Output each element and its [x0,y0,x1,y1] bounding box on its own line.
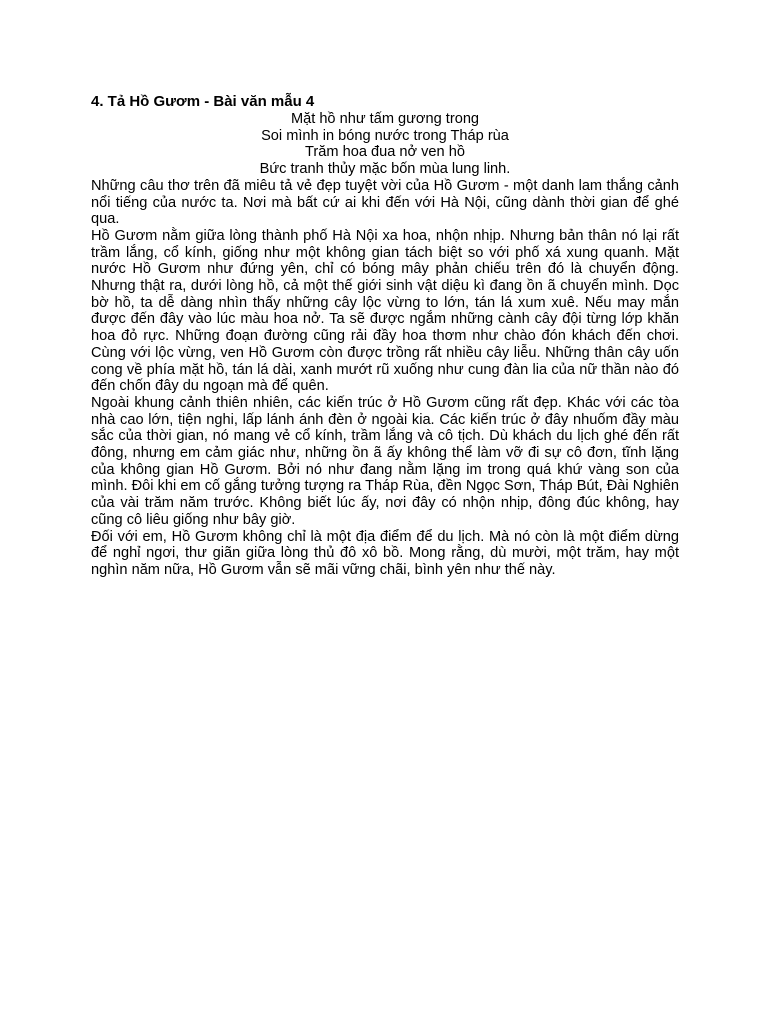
poem-line: Bức tranh thủy mặc bốn mùa lung linh. [259,161,511,178]
paragraph-conclusion: Đối với em, Hồ Gươm không chỉ là một địa điểm để du lịch. Mà nó còn là một điểm dừng để nghỉ ngơi, thư giãn giữa lòng thủ đô xô bồ. Mong rằng, dù mười, một trăm, hay một nghìn năm nữa, Hồ Gươm vẫn sẽ mãi vững chãi, bình yên như thế này. [91,528,679,578]
paragraph-lake-nature: Hồ Gươm nằm giữa lòng thành phố Hà Nội xa hoa, nhộn nhịp. Nhưng bản thân nó lại rất trầm lắng, cổ kính, giống như một không gian tách biệt so với phố xá xung quanh. Mặt nước Hồ Gươm như đứng yên, chỉ có bóng mây phản chiếu trên đó là chuyển động. Nhưng thật ra, dưới lòng hồ, cả một thế giới sinh vật diệu kì đang ồn ã chuyển mình. Dọc bờ hồ, ta dễ dàng nhìn thấy những cây lộc vừng to lớn, tán lá xum xuê. Nếu may mắn được đến đây vào lúc màu hoa nở. Ta sẽ được ngắm những cành cây đội từng lớp khăn hoa đỏ rực. Những đoạn đường cũng rải đầy hoa thơm như chào đón khách đến chơi. Cùng với lộc vừng, ven Hồ Gươm còn được trồng rất nhiều cây liễu. Những thân cây uốn cong về phía mặt hồ, tán lá dài, xanh mướt rũ xuống như cung đàn lia của nữ thần nào đó đến chốn đây du ngoạn mà để quên. [91,227,679,395]
poem [91,111,679,178]
document-title: 4. Tả Hồ Gươm - Bài văn mẫu 4 [91,93,315,110]
poem-line: Trăm hoa đua nở ven hồ [305,144,465,161]
poem-line: Soi mình in bóng nước trong Tháp rùa [261,127,509,144]
paragraph-intro: Những câu thơ trên đã miêu tả vẻ đẹp tuyệt vời của Hồ Gươm - một danh lam thắng cảnh nổi tiếng của nước ta. Nơi mà bất cứ ai khi đến với Hà Nội, cũng dành thời gian để ghé qua. [91,177,679,228]
document-page [91,93,679,579]
poem-line: Mặt hồ như tấm gương trong [290,111,480,127]
paragraph-architecture: Ngoài khung cảnh thiên nhiên, các kiến trúc ở Hồ Gươm cũng rất đẹp. Khác với các tòa nhà cao lớn, tiện nghi, lấp lánh ánh đèn ở ngoài kia. Các kiến trúc ở đây nhuốm đầy màu sắc của thời gian, nó mang vẻ cổ kính, trầm lắng và cô tịch. Dù khách du lịch ghé đến rất đông, nhưng em cảm giác như, những ồn ã ấy không thể làm vỡ đi sự cô đơn, tĩnh lặng của không gian Hồ Gươm. Bởi nó như đang nằm lặng im trong quá khứ vàng son của mình. Đôi khi em cố gắng tưởng tượng ra Tháp Rùa, đền Ngọc Sơn, Tháp Bút, Đài Nghiên của vài trăm năm trước. Không biết lúc ấy, nơi đây có nhộn nhịp, đông đúc không, hay cũng cô liêu giống như bây giờ. [91,394,679,528]
